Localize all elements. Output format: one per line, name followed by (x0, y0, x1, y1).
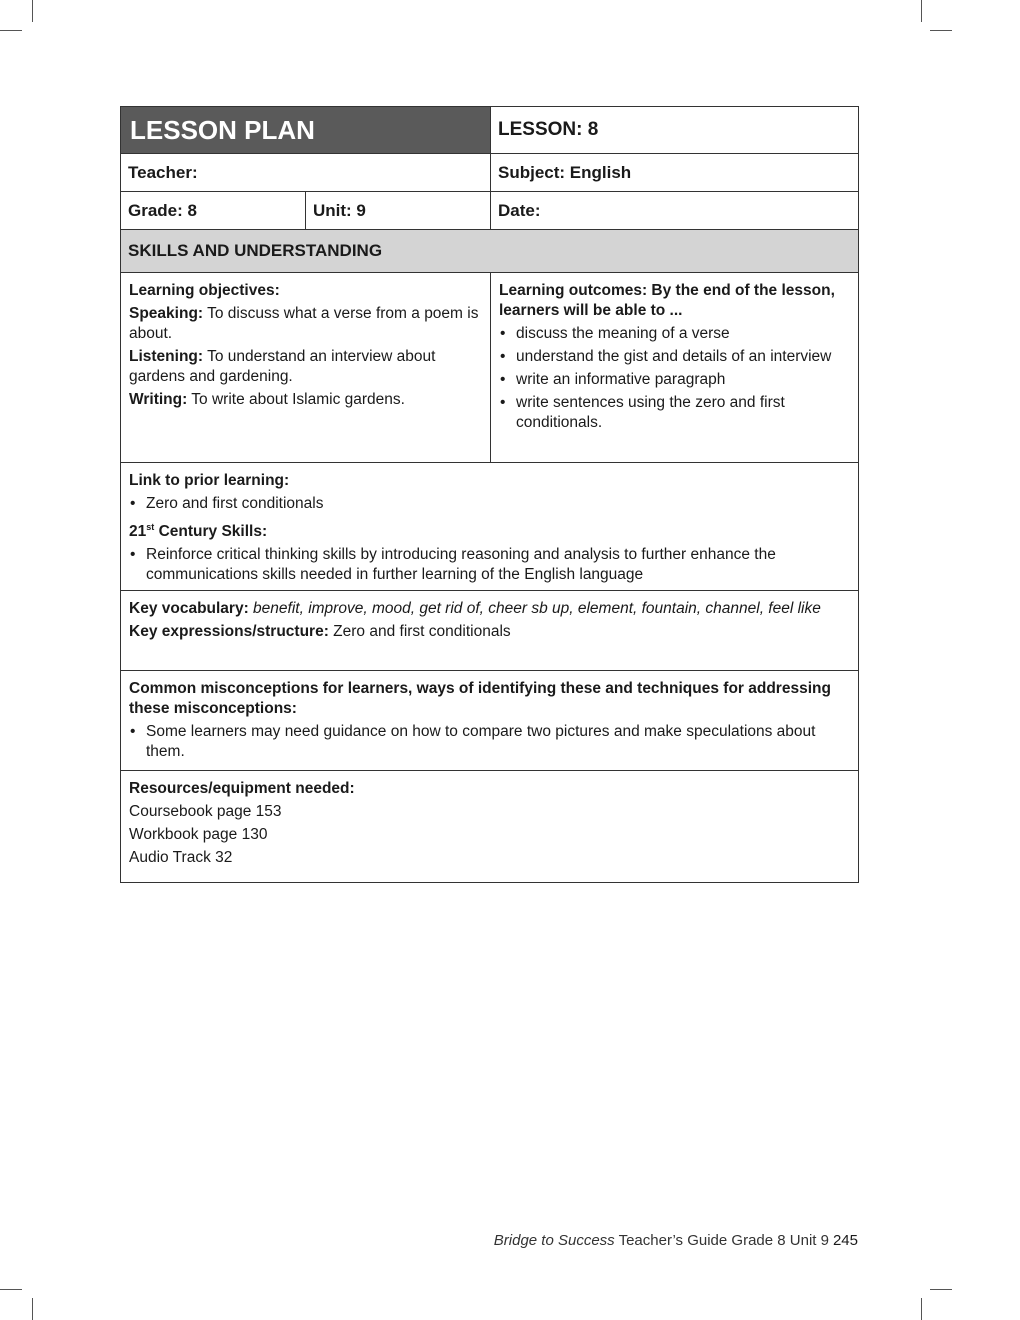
misconceptions (121, 671, 858, 770)
crop-mark (32, 1298, 33, 1320)
vocabulary-row (121, 591, 858, 671)
subject-field: Subject: English (490, 154, 858, 191)
crop-mark (921, 0, 922, 22)
key-vocabulary (121, 591, 858, 670)
century-skills-heading: 21st Century Skills: (129, 522, 268, 541)
outcomes-heading: Learning outcomes: By the end of the lesson, learners will be able to ... (499, 282, 835, 319)
writing-objective: Writing: To write about Islamic gardens. (129, 391, 405, 408)
title-row (121, 107, 858, 154)
learning-objectives (121, 273, 490, 462)
outcome-item: • write an informative paragraph (499, 370, 850, 390)
crop-mark (0, 30, 22, 31)
teacher-field: Teacher: (128, 162, 198, 182)
grade-row (121, 192, 858, 230)
prior-learning-row (121, 463, 858, 591)
crop-mark (930, 1289, 952, 1290)
outcome-item: • understand the gist and details of an interview (499, 347, 850, 367)
resources (121, 771, 858, 882)
resources-heading: Resources/equipment needed: (129, 780, 355, 797)
guide-info: Teacher’s Guide Grade 8 Unit 9 (614, 1232, 829, 1249)
lesson-plan-table (120, 106, 859, 883)
speaking-objective: Speaking: To discuss what a verse from a poem is about. (129, 305, 479, 342)
misconceptions-heading: Common misconceptions for learners, ways of identifying these and techniques for addressing these misconceptions: (129, 680, 831, 717)
book-title: Bridge to Success (493, 1232, 615, 1249)
prior-learning-item: • Zero and first conditionals (129, 494, 850, 514)
listening-objective: Listening: To understand an interview about gardens and gardening. (129, 348, 436, 385)
objectives-heading: Learning objectives: (129, 282, 280, 299)
crop-mark (0, 1289, 22, 1290)
expressions-line: Key expressions/structure: Zero and first conditionals (129, 623, 511, 640)
outcome-item: • discuss the meaning of a verse (499, 324, 850, 344)
date-field: Date: (490, 192, 858, 229)
lesson-plan-title: LESSON PLAN (121, 107, 490, 153)
resources-row (121, 771, 858, 882)
resource-line: Audio Track 32 (129, 849, 233, 866)
crop-mark (921, 1298, 922, 1320)
teacher-row (121, 154, 858, 192)
misconception-item: • Some learners may need guidance on how to compare two pictures and make speculations about them. (129, 722, 850, 762)
grade-field: Grade: 8 (128, 200, 197, 220)
crop-mark (32, 0, 33, 22)
prior-learning-heading: Link to prior learning: (129, 472, 290, 489)
skills-heading: SKILLS AND UNDERSTANDING (128, 241, 383, 260)
resource-line: Coursebook page 153 (129, 803, 282, 820)
unit-field: Unit: 9 (305, 192, 490, 229)
lesson-number: LESSON: 8 (490, 107, 858, 153)
resource-line: Workbook page 130 (129, 826, 268, 843)
learning-outcomes (490, 273, 858, 462)
page-number: 245 (832, 1232, 858, 1249)
skills-heading-row (121, 230, 858, 273)
prior-learning (121, 463, 858, 590)
page-footer (494, 1232, 858, 1249)
outcome-item: • write sentences using the zero and first conditionals. (499, 393, 850, 433)
vocabulary-line: Key vocabulary: benefit, improve, mood, get rid of, cheer sb up, element, fountain, channel, feel like (129, 600, 821, 617)
objectives-row (121, 273, 858, 463)
crop-mark (930, 30, 952, 31)
misconceptions-row (121, 671, 858, 771)
century-skills-item: • Reinforce critical thinking skills by introducing reasoning and analysis to further enhance the communications skills needed in further learning of the English language (129, 545, 850, 585)
